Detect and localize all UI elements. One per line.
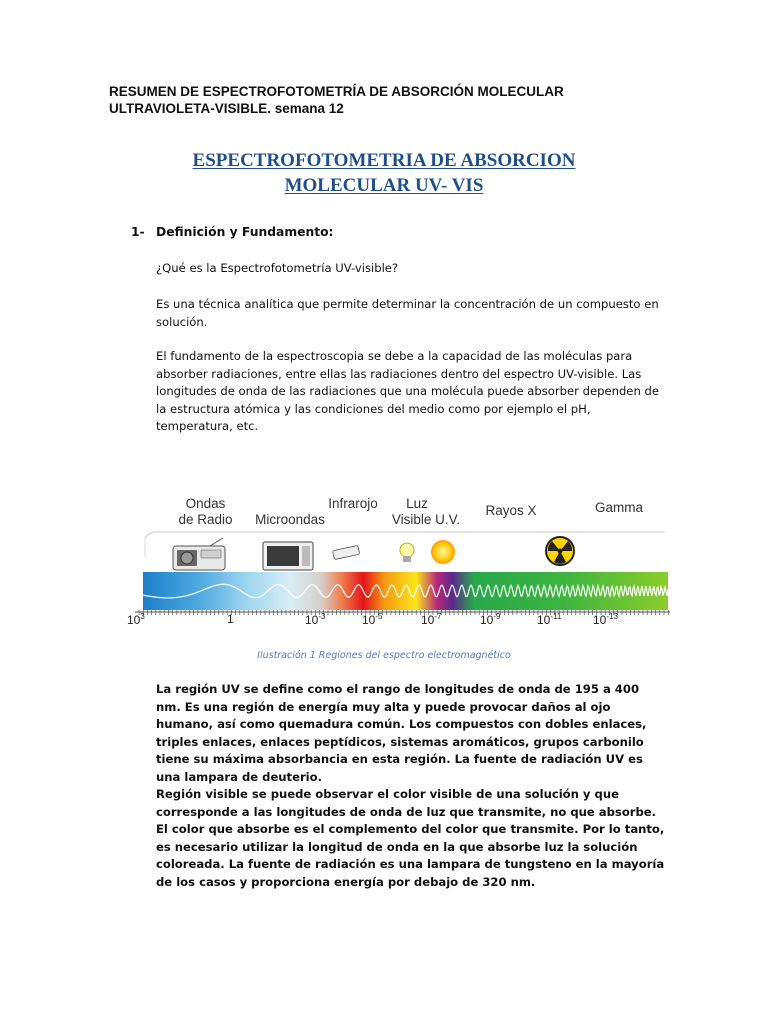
region-label-infrarojo: Infrarojo <box>328 496 378 511</box>
question-text: ¿Qué es la Espectrofotometría UV-visible? <box>156 261 399 275</box>
section-number: 1- <box>131 225 145 239</box>
main-title <box>0 148 768 198</box>
region-label-rayos-x: Rayos X <box>485 503 537 518</box>
region-label-microondas: Microondas <box>255 512 325 527</box>
tick-exp: -13 <box>606 612 618 621</box>
tick-label-10e-3 <box>305 612 325 627</box>
radio-icon <box>173 538 225 570</box>
microwave-icon <box>263 542 313 570</box>
figure-caption: Ilustración 1 Regiones del espectro electromagnético <box>257 650 511 661</box>
tick-exp: -3 <box>318 612 326 621</box>
region-label-gamma: Gamma <box>594 500 643 515</box>
light-bulb-icon <box>400 543 414 562</box>
section-heading <box>131 225 333 239</box>
tick-label-10e-7 <box>421 612 441 627</box>
tick-label-10e-13 <box>593 612 618 627</box>
tick-base: 10 <box>537 613 551 627</box>
definition-paragraph: Es una técnica analítica que permite determinar la concentración de un compuesto en solución. <box>156 297 659 329</box>
tick-base: 10 <box>362 613 376 627</box>
tick-exp: -11 <box>550 612 562 621</box>
document-header-title: RESUMEN DE ESPECTROFOTOMETRÍA DE ABSORCIÓN MOLECULAR ULTRAVIOLETA-VISIBLE. semana 12 <box>109 84 564 116</box>
tick-base: 10 <box>593 613 607 627</box>
uv-region-paragraph: La región UV se define como el rango de longitudes de onda de 195 a 400 nm. Es una región de energía muy alta y puede provocar daños al ojo humano, así como quemadura común. Los compuestos con dobles enlaces, triples enlaces, enlaces peptídicos, sistemas aromáticos, grupos carbonilo tiene su máxima absorbancia en esta región. La fuente de radiación UV es una lampara de deuterio. <box>156 682 647 784</box>
tick-label-10e3 <box>127 612 145 627</box>
region-label-luz-line1: Luz <box>406 496 428 511</box>
region-label-radio-line2: de Radio <box>178 512 233 527</box>
region-label-luz-line2: Visible U.V. <box>391 512 461 527</box>
tick-base: 10 <box>421 613 435 627</box>
fundamento-paragraph: El fundamento de la espectroscopia se debe a la capacidad de las moléculas para absorber radiaciones, entre ellas las radiaciones dentro del espectro UV-visible. Las longitudes de onda de las radiaciones que una molécula puede absorber dependen de la estructura atómica y las condiciones del medio como por ejemplo el pH, temperatura, etc. <box>156 349 659 433</box>
tick-exp: -7 <box>434 612 442 621</box>
tick-label-10e-5 <box>362 612 382 627</box>
remote-control-icon <box>332 545 359 559</box>
tick-label-10e-11 <box>537 612 561 627</box>
tick-base: 10 <box>480 613 494 627</box>
visible-region-paragraph: Región visible se puede observar el color visible de una solución y que corresponde a las longitudes de onda de luz que transmite, no que absorbe. El color que absorbe es el complemento del color que transmite. Por lo tanto, es necesario utilizar la longitud de onda en la que absorbe luz la solución coloreada. La fuente de radiación es una lampara de tungsteno en la mayoría de los casos y proporciona energía por debajo de 320 nm. <box>156 787 665 889</box>
section-heading-text: Definición y Fundamento: <box>156 225 334 239</box>
tick-label-1 <box>227 612 234 626</box>
tick-label-10e-9 <box>480 612 500 627</box>
electromagnetic-spectrum-figure <box>125 488 680 638</box>
main-title-line-1: ESPECTROFOTOMETRIA DE ABSORCION <box>192 150 576 171</box>
main-title-line-2: MOLECULAR UV- VIS <box>284 175 484 196</box>
sun-icon <box>431 540 455 564</box>
radiation-icon <box>546 537 574 565</box>
tick-exp: -9 <box>493 612 501 621</box>
tick-base: 10 <box>305 613 319 627</box>
tick-exp: -5 <box>375 612 383 621</box>
region-label-radio-line1: Ondas <box>185 496 226 511</box>
tick-exp: 3 <box>140 612 145 621</box>
tick-base: 1 <box>227 612 234 626</box>
tick-base: 10 <box>127 613 141 627</box>
